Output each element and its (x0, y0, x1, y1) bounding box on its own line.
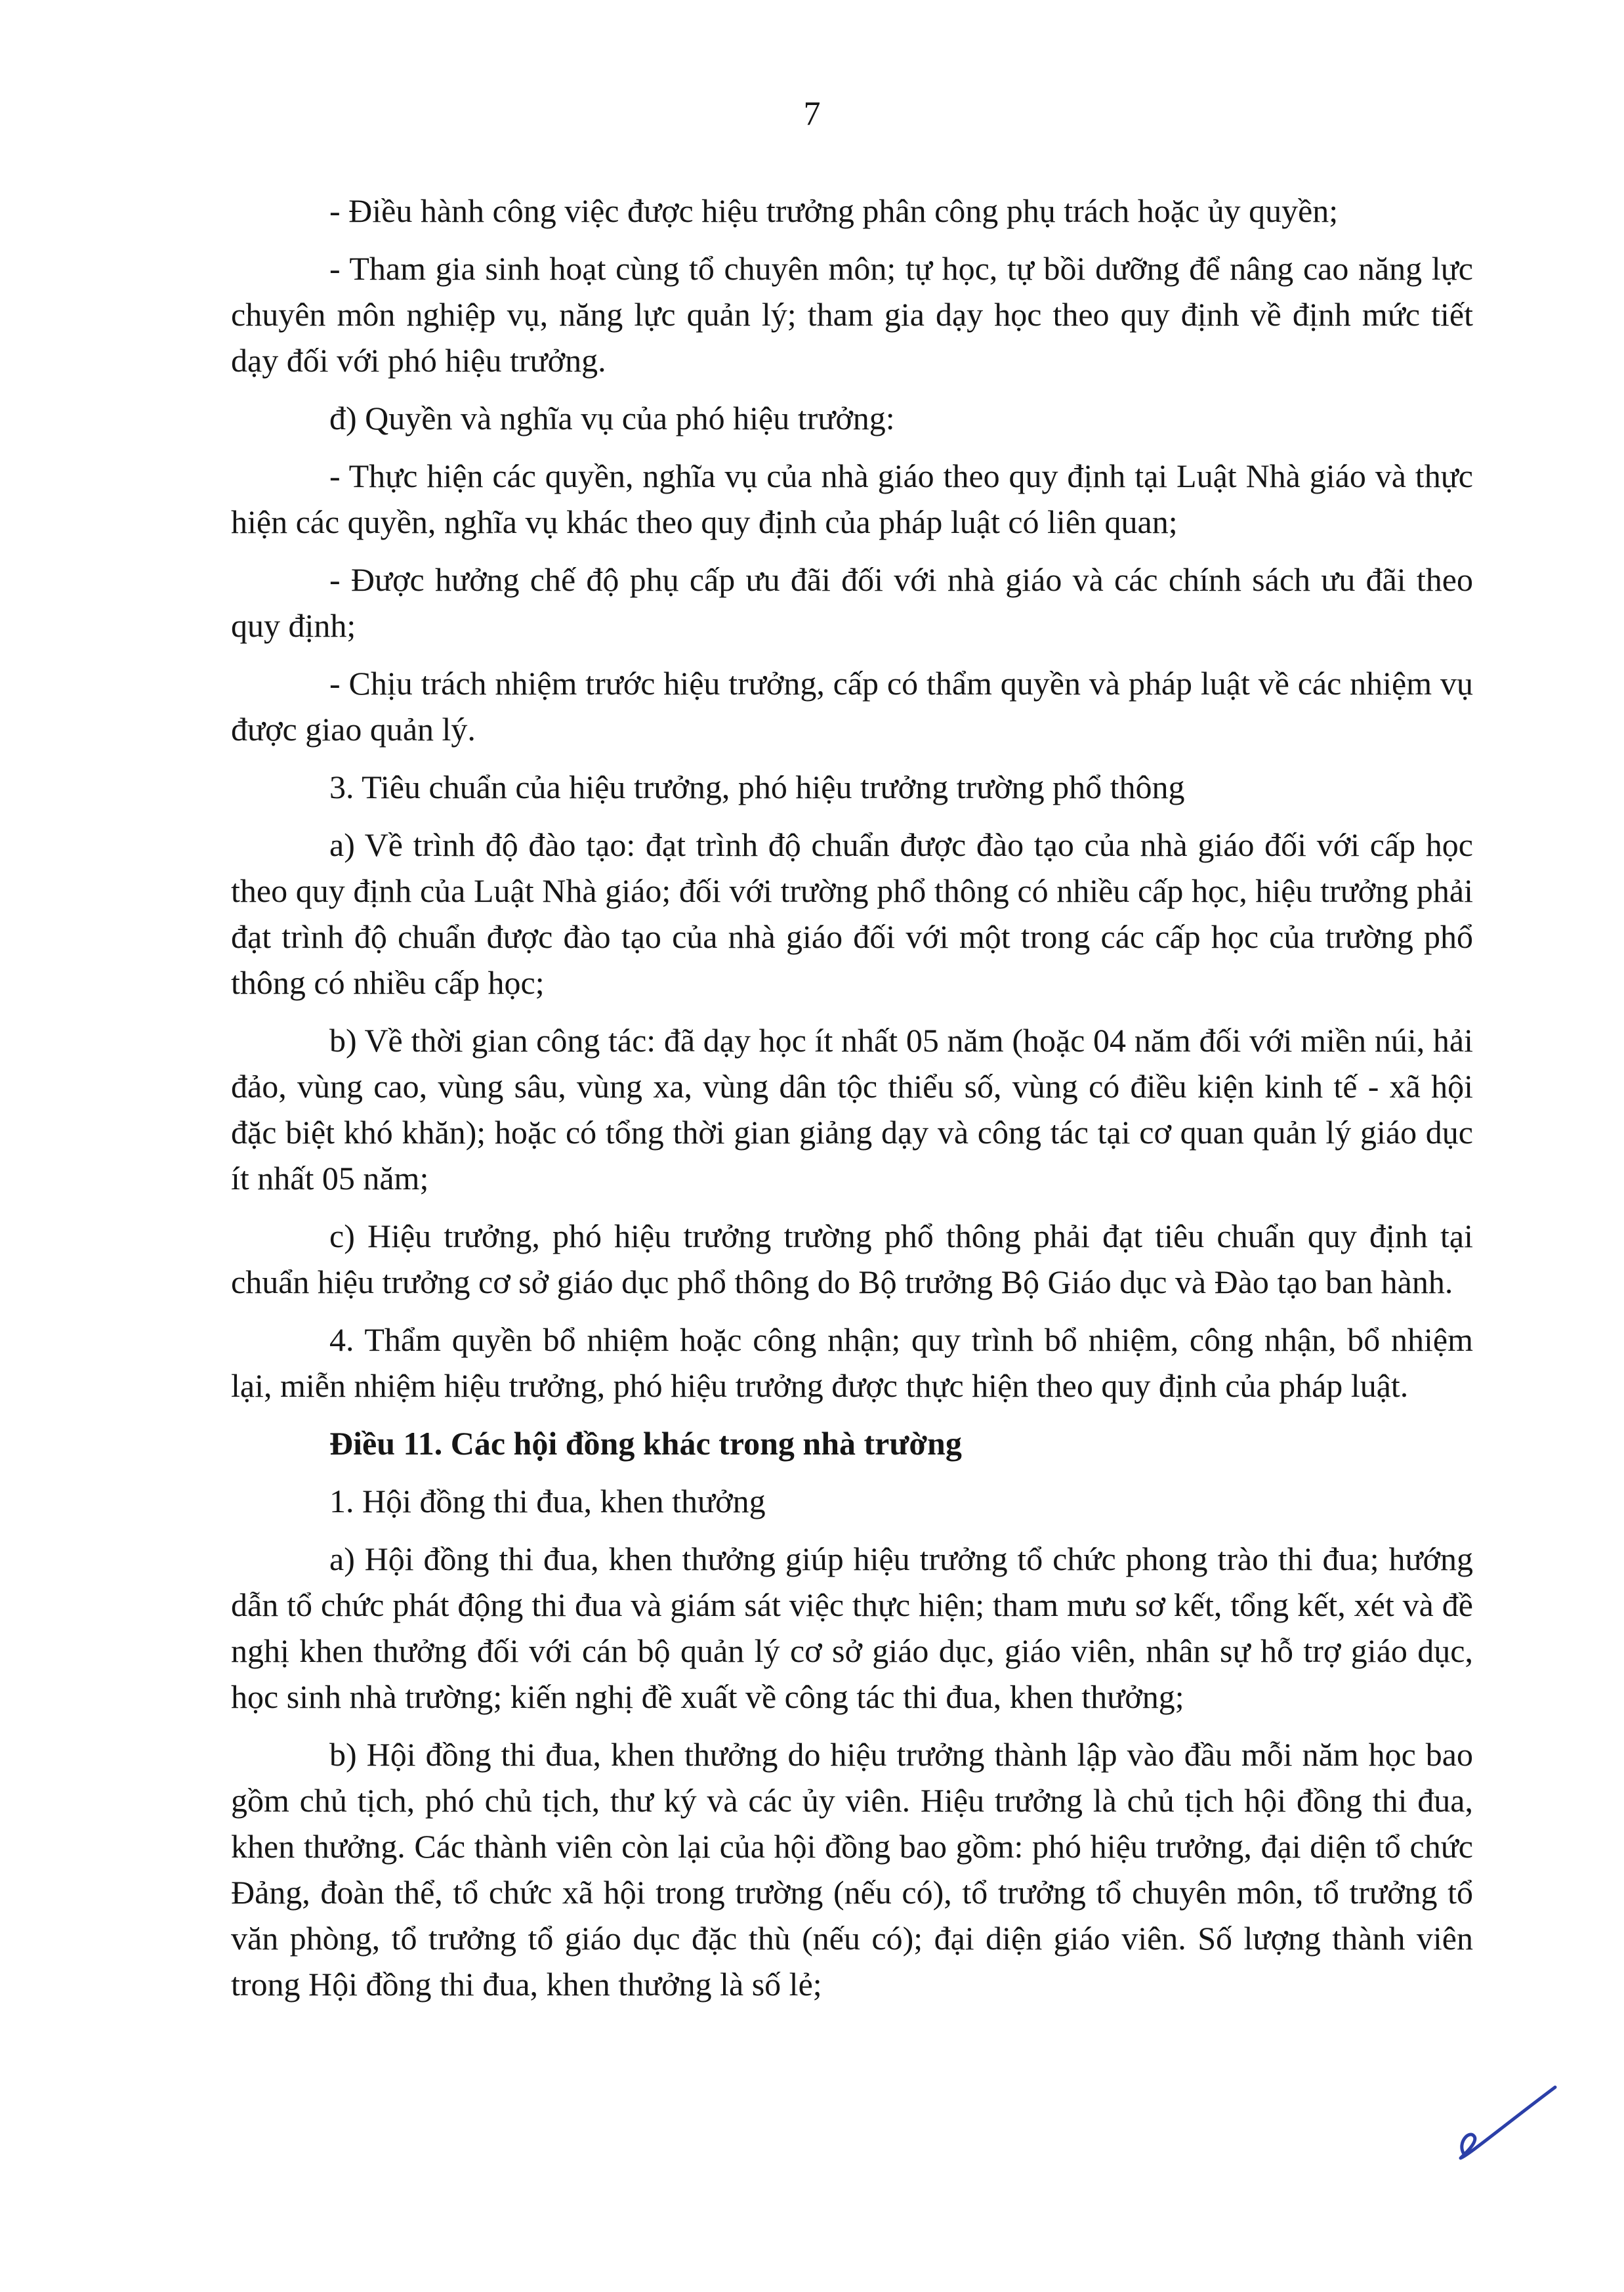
page-number: 7 (803, 95, 821, 133)
section-title: 1. Hội đồng thi đua, khen thưởng (329, 1483, 766, 1519)
paragraph: b) Hội đồng thi đua, khen thưởng do hiệu trưởng thành lập vào đầu mỗi năm học bao gồm chủ tịch, phó chủ tịch, thư ký và các ủy viên. Hiệu trưởng là chủ tịch hội đồng thi đua, khen thưởng. Các thành viên còn lại của hội đồng bao gồm: phó hiệu trưởng, đại diện tổ chức Đảng, đoàn thể, tổ chức xã hội trong trường (nếu có), tổ trưởng tổ chuyên môn, tổ trưởng tổ văn phòng, tổ trưởng tổ giáo dục đặc thù (nếu có); đại diện giáo viên. Số lượng thành viên trong Hội đồng thi đua, khen thưởng là số lẻ; (231, 1736, 1473, 2003)
paragraph: đ) Quyền và nghĩa vụ của phó hiệu trưởng: (329, 400, 895, 436)
paragraph: c) Hiệu trưởng, phó hiệu trưởng trường phổ thông phải đạt tiêu chuẩn quy định tại chuẩn hiệu trưởng cơ sở giáo dục phổ thông do Bộ trưởng Bộ Giáo dục và Đào tạo ban hành. (231, 1218, 1473, 1300)
paragraph: - Chịu trách nhiệm trước hiệu trưởng, cấp có thẩm quyền và pháp luật về các nhiệm vụ được giao quản lý. (231, 665, 1473, 748)
article-heading: Điều 11. Các hội đồng khác trong nhà trường (329, 1425, 962, 1462)
signature-mark (1444, 2074, 1562, 2166)
initials-signature (1444, 2074, 1562, 2166)
paragraph: - Thực hiện các quyền, nghĩa vụ của nhà giáo theo quy định tại Luật Nhà giáo và thực hiện các quyền, nghĩa vụ khác theo quy định của pháp luật có liên quan; (231, 457, 1473, 540)
paragraph: - Điều hành công việc được hiệu trưởng phân công phụ trách hoặc ủy quyền; (329, 192, 1339, 229)
paragraph: - Được hưởng chế độ phụ cấp ưu đãi đối với nhà giáo và các chính sách ưu đãi theo quy định; (231, 561, 1473, 644)
paragraph: a) Hội đồng thi đua, khen thưởng giúp hiệu trưởng tổ chức phong trào thi đua; hướng dẫn tổ chức phát động thi đua và giám sát việc thực hiện; tham mưu sơ kết, tổng kết, xét và đề nghị khen thưởng đối với cán bộ quản lý cơ sở giáo dục, giáo viên, nhân sự hỗ trợ giáo dục, học sinh nhà trường; kiến nghị đề xuất về công tác thi đua, khen thưởng; (231, 1540, 1473, 1715)
paragraph: b) Về thời gian công tác: đã dạy học ít nhất 05 năm (hoặc 04 năm đối với miền núi, hải đảo, vùng cao, vùng sâu, vùng xa, vùng dân tộc thiểu số, vùng có điều kiện kinh tế - xã hội đặc biệt khó khăn); hoặc có tổng thời gian giảng dạy và công tác tại cơ quan quản lý giáo dục ít nhất 05 năm; (231, 1022, 1473, 1197)
paragraph: a) Về trình độ đào tạo: đạt trình độ chuẩn được đào tạo của nhà giáo đối với cấp học theo quy định của Luật Nhà giáo; đối với trường phổ thông có nhiều cấp học, hiệu trưởng phải đạt trình độ chuẩn được đào tạo của nhà giáo đối với một trong các cấp học của trường phổ thông có nhiều cấp học; (231, 826, 1473, 1001)
paragraph: - Tham gia sinh hoạt cùng tổ chuyên môn; tự học, tự bồi dưỡng để nâng cao năng lực chuyên môn nghiệp vụ, năng lực quản lý; tham gia dạy học theo quy định về định mức tiết dạy đối với phó hiệu trưởng. (231, 250, 1473, 379)
document-body (231, 188, 1473, 2019)
section-title: 3. Tiêu chuẩn của hiệu trưởng, phó hiệu trưởng trường phổ thông (329, 769, 1185, 805)
paragraph: 4. Thẩm quyền bổ nhiệm hoặc công nhận; quy trình bổ nhiệm, công nhận, bổ nhiệm lại, miễn nhiệm hiệu trưởng, phó hiệu trưởng được thực hiện theo quy định của pháp luật. (231, 1321, 1473, 1404)
